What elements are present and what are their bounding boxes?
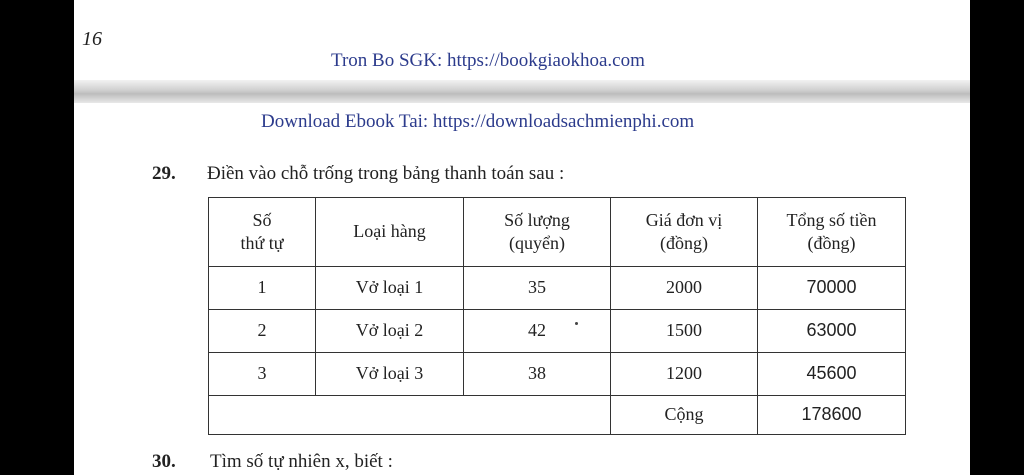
header-unit-price (611, 198, 758, 267)
cell-quantity: 42 (464, 310, 611, 353)
right-black-border (970, 0, 1024, 475)
header-total-line2: (đồng) (807, 233, 856, 253)
exercise-30-text: Tìm số tự nhiên x, biết : (210, 451, 393, 472)
header-unit-price-line2: (đồng) (660, 233, 708, 253)
table-row (209, 353, 906, 396)
page-divider (74, 80, 970, 103)
page-number: 16 (82, 28, 102, 50)
header-link-downloadsachmienphi[interactable]: Download Ebook Tai: https://downloadsachmienphi.com (261, 111, 695, 132)
cell-stt: 2 (209, 310, 316, 353)
cell-quantity: 38 (464, 353, 611, 396)
cell-total-answer: 63000 (758, 310, 906, 353)
header-quantity-line2: (quyển) (509, 233, 565, 253)
cell-item: Vở loại 2 (316, 310, 464, 353)
cell-unit-price: 2000 (611, 267, 758, 310)
cell-stt: 3 (209, 353, 316, 396)
header-quantity-line1: Số lượng (504, 209, 570, 230)
table-header-row (209, 198, 906, 267)
header-unit-price-line1: Giá đơn vị (645, 209, 723, 230)
table-row (209, 310, 906, 353)
header-item-line1: Loại hàng (353, 221, 426, 242)
header-total-line1: Tổng số tiền (786, 209, 877, 230)
cell-unit-price: 1200 (611, 353, 758, 396)
header-quantity (464, 198, 611, 267)
header-link-bookgiaokhoa[interactable]: Tron Bo SGK: https://bookgiaokhoa.com (331, 50, 645, 71)
table-total-row (209, 396, 906, 435)
cell-stt: 1 (209, 267, 316, 310)
left-black-border (0, 0, 74, 475)
total-label: Cộng (611, 396, 758, 435)
cell-item: Vở loại 3 (316, 353, 464, 396)
header-stt-line2: thứ tự (240, 233, 284, 253)
cell-total-answer: 45600 (758, 353, 906, 396)
exercise-30-number: 30. (152, 451, 176, 472)
cell-quantity: 35 (464, 267, 611, 310)
header-stt-line1: Số (252, 209, 272, 230)
cell-total-answer: 70000 (758, 267, 906, 310)
scan-speck (575, 322, 578, 325)
cell-unit-price: 1500 (611, 310, 758, 353)
payment-table (208, 197, 906, 435)
exercise-29-text: Điền vào chỗ trống trong bảng thanh toán sau : (207, 163, 565, 184)
header-stt (209, 198, 316, 267)
header-total (758, 198, 906, 267)
table-row (209, 267, 906, 310)
cell-item: Vở loại 1 (316, 267, 464, 310)
total-blank-cell (209, 396, 611, 435)
total-value-answer: 178600 (758, 396, 906, 435)
header-item (316, 198, 464, 267)
exercise-29-number: 29. (152, 163, 176, 184)
